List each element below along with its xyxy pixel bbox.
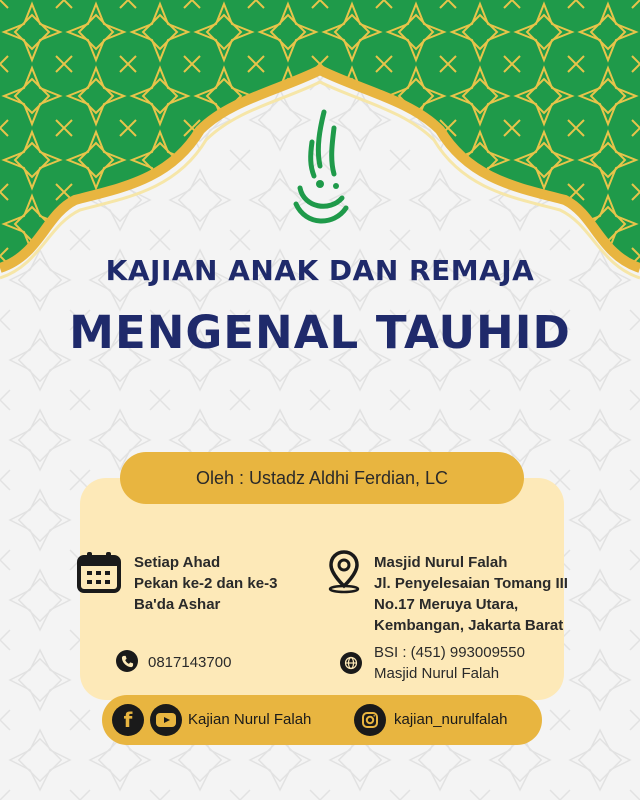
globe-icon	[340, 652, 362, 674]
calligraphy-logo	[290, 108, 350, 230]
location-text: Masjid Nurul Falah Jl. Penyelesaian Tomang III No.17 Meruya Utara, Kembangan, Jakarta Barat	[374, 554, 568, 634]
facebook-youtube-label[interactable]: Kajian Nurul Falah	[188, 711, 312, 728]
phone-number[interactable]: 0817143700	[148, 654, 232, 671]
calendar-icon	[76, 550, 122, 594]
title-line-2: MENGENAL TAUHID	[69, 306, 571, 359]
phone-icon	[116, 650, 138, 672]
youtube-icon[interactable]	[150, 704, 182, 736]
instagram-label[interactable]: kajian_nurulfalah	[394, 711, 508, 728]
schedule-text: Setiap Ahad Pekan ke-2 dan ke-3 Ba'da Ashar	[134, 554, 278, 613]
map-pin-icon	[326, 548, 362, 594]
instagram-icon[interactable]	[354, 704, 386, 736]
facebook-icon[interactable]: f	[112, 704, 144, 736]
speaker-pill: Oleh : Ustadz Aldhi Ferdian, LC	[120, 452, 524, 504]
title-line-1: KAJIAN ANAK DAN REMAJA	[105, 254, 535, 287]
bank-account-text: BSI : (451) 993009550 Masjid Nurul Falah	[374, 644, 525, 682]
